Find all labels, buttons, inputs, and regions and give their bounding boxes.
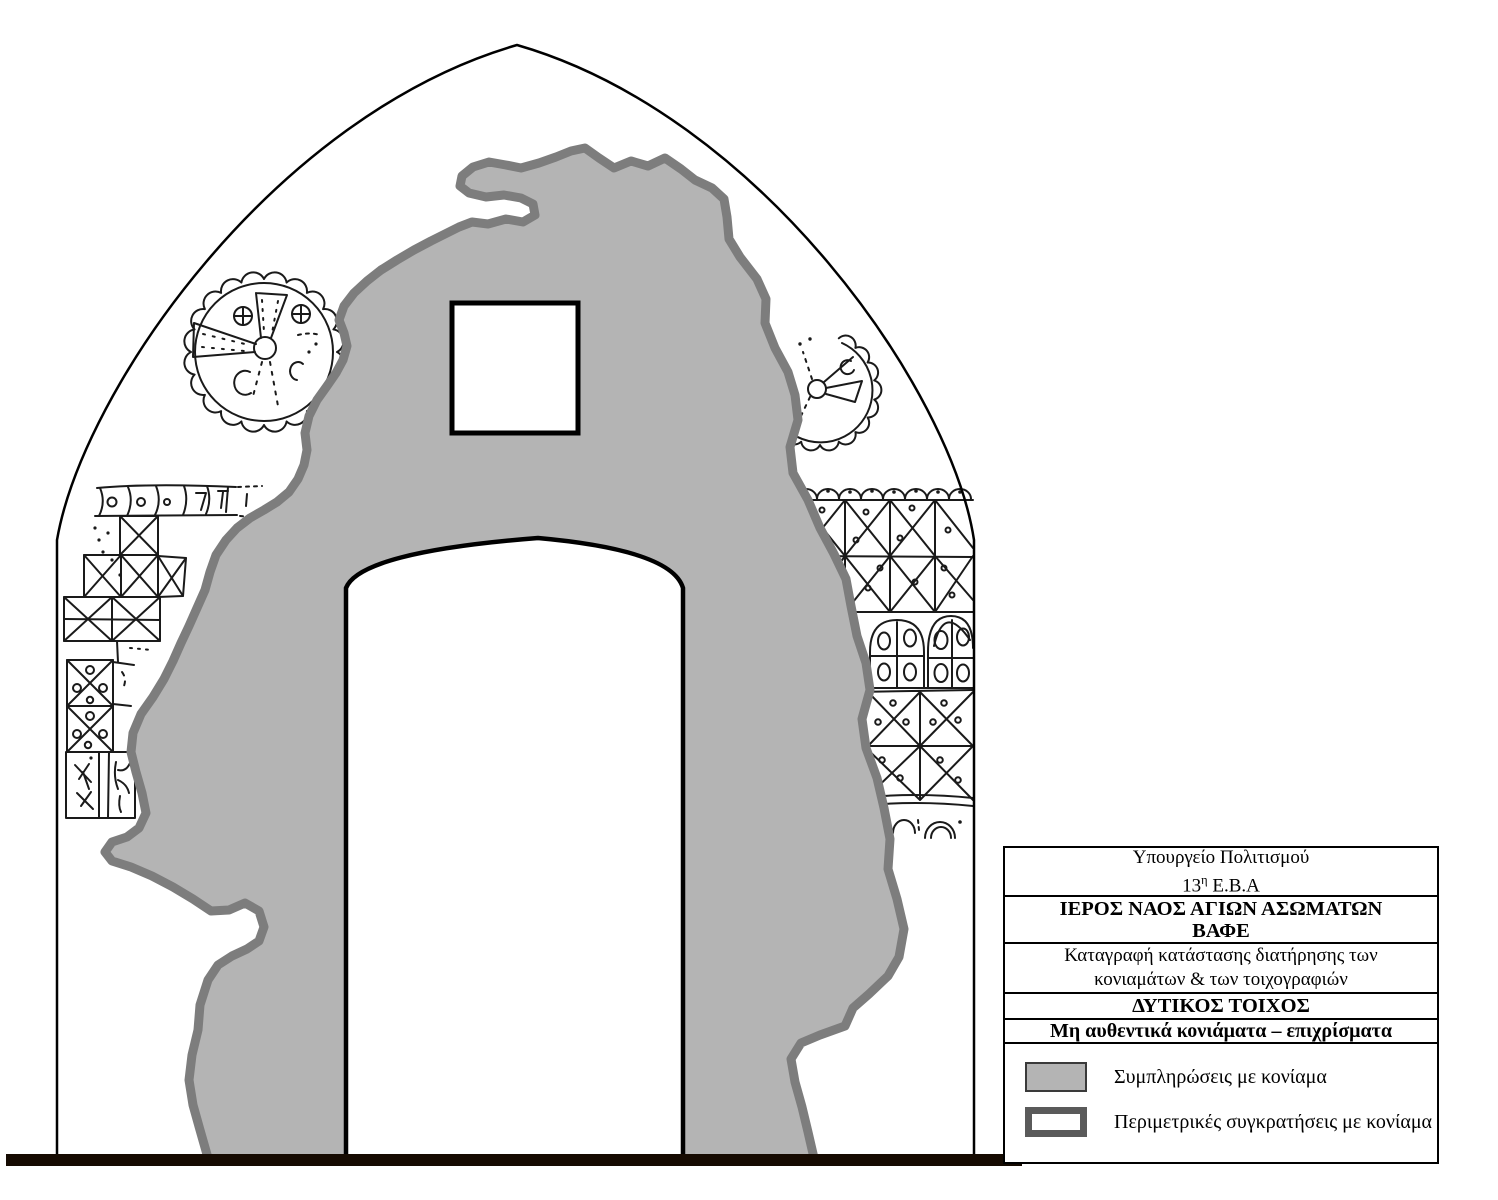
ephorate-name: $13^\eta$ Ε.Β.Α bbox=[1182, 872, 1260, 897]
church-location: ΒΑΦΕ bbox=[1192, 919, 1250, 942]
title-block-ministry-row bbox=[1005, 848, 1437, 897]
ministry-name: Υπουργείο Πολιτισμού bbox=[1132, 846, 1310, 868]
title-block bbox=[1003, 846, 1439, 1164]
legend-item-perimeter-retention bbox=[1025, 1107, 1437, 1137]
legend-item-mortar-fill bbox=[1025, 1062, 1437, 1092]
wall-title: ΔΥΤΙΚΟΣ ΤΟΙΧΟΣ bbox=[1132, 994, 1310, 1017]
legend-label: Περιμετρικές συγκρατήσεις με κονίαμα bbox=[1114, 1110, 1433, 1133]
wall-title-row bbox=[1005, 994, 1437, 1020]
gray-fill-swatch bbox=[1025, 1062, 1087, 1092]
window-opening bbox=[452, 303, 578, 433]
church-name: ΙΕΡΟΣ ΝΑΟΣ ΑΓΙΩΝ ΑΣΩΜΑΤΩΝ bbox=[1059, 897, 1383, 920]
title-block-church-row bbox=[1005, 897, 1437, 944]
legend-label: Συμπληρώσεις με κονίαμα bbox=[1114, 1065, 1327, 1088]
drawing-subject: Μη αυθεντικά κονιάματα – επιχρίσματα bbox=[1049, 1019, 1393, 1042]
subject-row bbox=[1005, 1020, 1437, 1044]
survey-description-line1: Καταγραφή κατάστασης διατήρησης των bbox=[1064, 945, 1378, 966]
title-block-survey-row bbox=[1005, 944, 1437, 994]
survey-description-line2: κονιαμάτων & των τοιχογραφιών bbox=[1094, 969, 1348, 990]
outlined-swatch bbox=[1025, 1107, 1087, 1137]
door-opening bbox=[346, 538, 683, 1156]
legend bbox=[1005, 1044, 1437, 1137]
ground-line bbox=[6, 1154, 1022, 1166]
